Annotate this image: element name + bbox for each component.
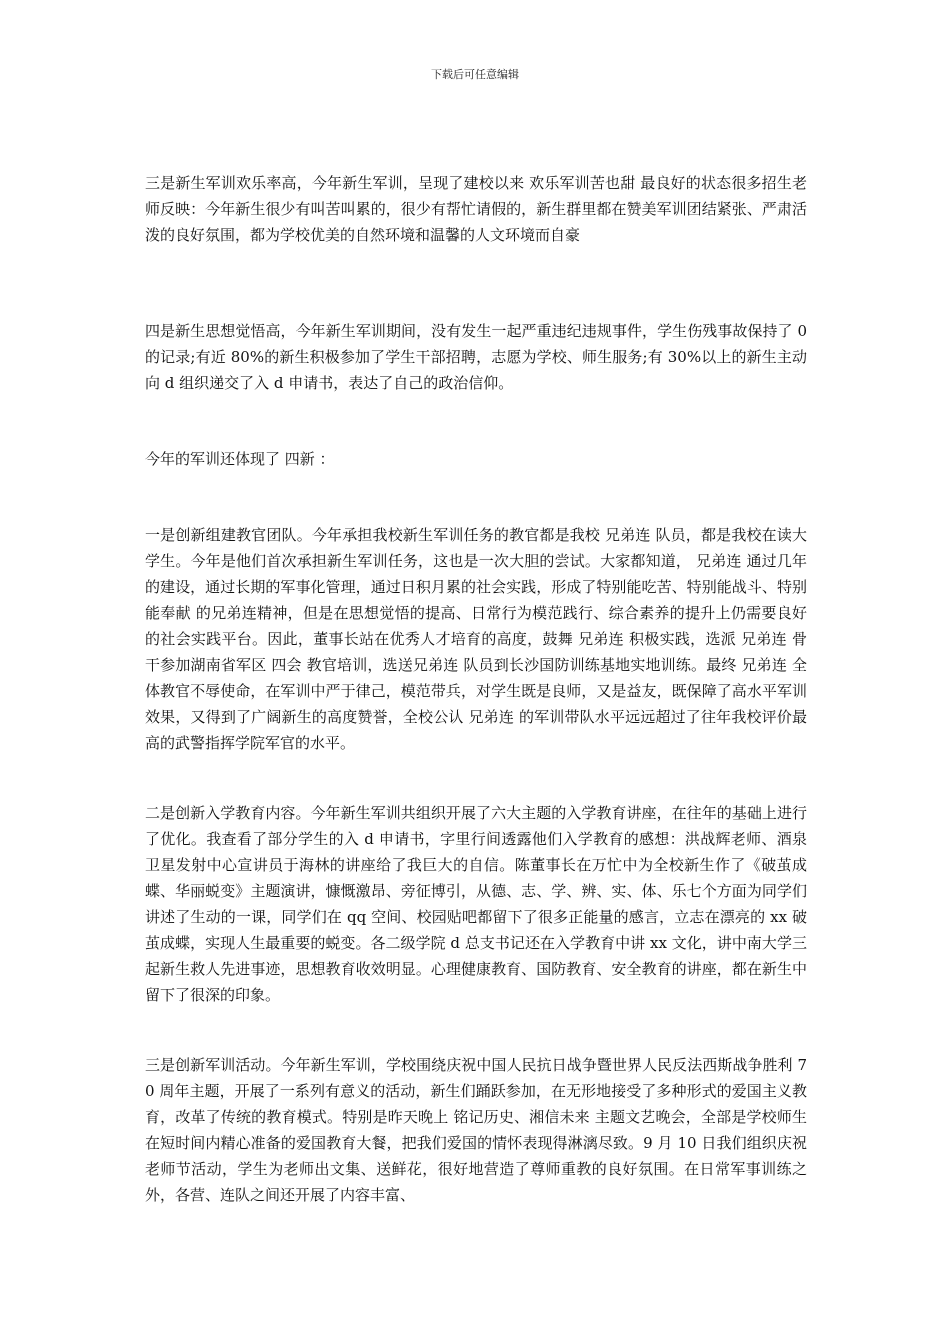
- paragraph-gap: [145, 248, 807, 318]
- paragraph-gap: [145, 472, 807, 522]
- paragraph-ideological-awareness: 四是新生思想觉悟高，今年新生军训期间，没有发生一起严重违纪违规事件，学生伤残事故保持了 0 的记录;有近 80%的新生积极参加了学生干部招聘，志愿为学校、师生服务;有 30%以上的新生主动向 d 组织递交了入 d 申请书，表达了自己的政治信仰。: [145, 322, 807, 392]
- paragraph-training-activities: 三是创新军训活动。今年新生军训，学校围绕庆祝中国人民抗日战争暨世界人民反法西斯战争胜利 70 周年主题，开展了一系列有意义的活动，新生们踊跃参加，在无形地接受了多种形式的爱国主义教育，改革了传统的教育模式。特别是昨天晚上 铭记历史、湘信未来 主题文艺晚会，全部是学校师生在短时间内精心准备的爱国教育大餐，把我们爱国的情怀表现得淋漓尽致。9 月 10 日我们组织庆祝老师节活动，学生为老师出文集、送鲜花，很好地营造了尊师重教的良好氛围。在日常军事训练之外，各营、连队之间还开展了内容丰富、: [145, 1056, 807, 1204]
- paragraph-instructor-team: 一是创新组建教官团队。今年承担我校新生军训任务的教官都是我校 兄弟连 队员，都是我校在读大学生。今年是他们首次承担新生军训任务，这也是一次大胆的尝试。大家都知道， 兄弟连 通过几年的建设，通过长期的军事化管理，通过日积月累的社会实践，形成了特别能吃苦、特别能战斗、特别能奉献 的兄弟连精神，但是在思想觉悟的提高、日常行为模范践行、综合素养的提升上仍需要良好的社会实践平台。因此，董事长站在优秀人才培育的高度，鼓舞 兄弟连 积极实践，选派 兄弟连 骨干参加湖南省军区 四会 教官培训，选送兄弟连 队员到长沙国防训练基地实地训练。最终 兄弟连 全体教官不辱使命，在军训中严于律己，模范带兵，对学生既是良师，又是益友，既保障了高水平军训效果，又得到了广阔新生的高度赞誉，全校公认 兄弟连 的军训带队水平远远超过了往年我校评价最高的武警指挥学院军官的水平。: [145, 526, 807, 752]
- paragraph-enrollment-education: 二是创新入学教育内容。今年新生军训共组织开展了六大主题的入学教育讲座，在往年的基础上进行了优化。我查看了部分学生的入 d 申请书，字里行间透露他们入学教育的感想：洪战辉老师、酒泉卫星发射中心宣讲员于海林的讲座给了我巨大的自信。陈董事长在万忙中为全校新生作了《破茧成蝶、华丽蜕变》主题演讲，慷慨激昂、旁征博引，从德、志、学、辨、实、体、乐七个方面为同学们讲述了生动的一课，同学们在 qq 空间、校园贴吧都留下了很多正能量的感言，立志在漂亮的 xx 破茧成蝶，实现人生最重要的蜕变。各二级学院 d 总支书记还在入学教育中讲 xx 文化，讲中南大学三起新生救人先进事迹，思想教育收效明显。心理健康教育、国防教育、安全教育的讲座，都在新生中留下了很深的印象。: [145, 804, 807, 1004]
- paragraph-gap: [145, 1008, 807, 1052]
- page-header: 下载后可任意编辑: [431, 68, 519, 81]
- paragraph-gap: [145, 756, 807, 800]
- paragraph-four-new-intro: 今年的军训还体现了 四新 ：: [145, 450, 335, 468]
- paragraph-military-training-joy: 三是新生军训欢乐率高，今年新生军训，呈现了建校以来 欢乐军训苦也甜 最良好的状态很多招生老师反映：今年新生很少有叫苦叫累的，很少有帮忙请假的，新生群里都在赞美军训团结紧张、严肃活泼的良好氛围，都为学校优美的自然环境和温馨的人文环境而自豪: [145, 174, 807, 244]
- paragraph-gap: [145, 396, 807, 446]
- document-body: [145, 170, 807, 1208]
